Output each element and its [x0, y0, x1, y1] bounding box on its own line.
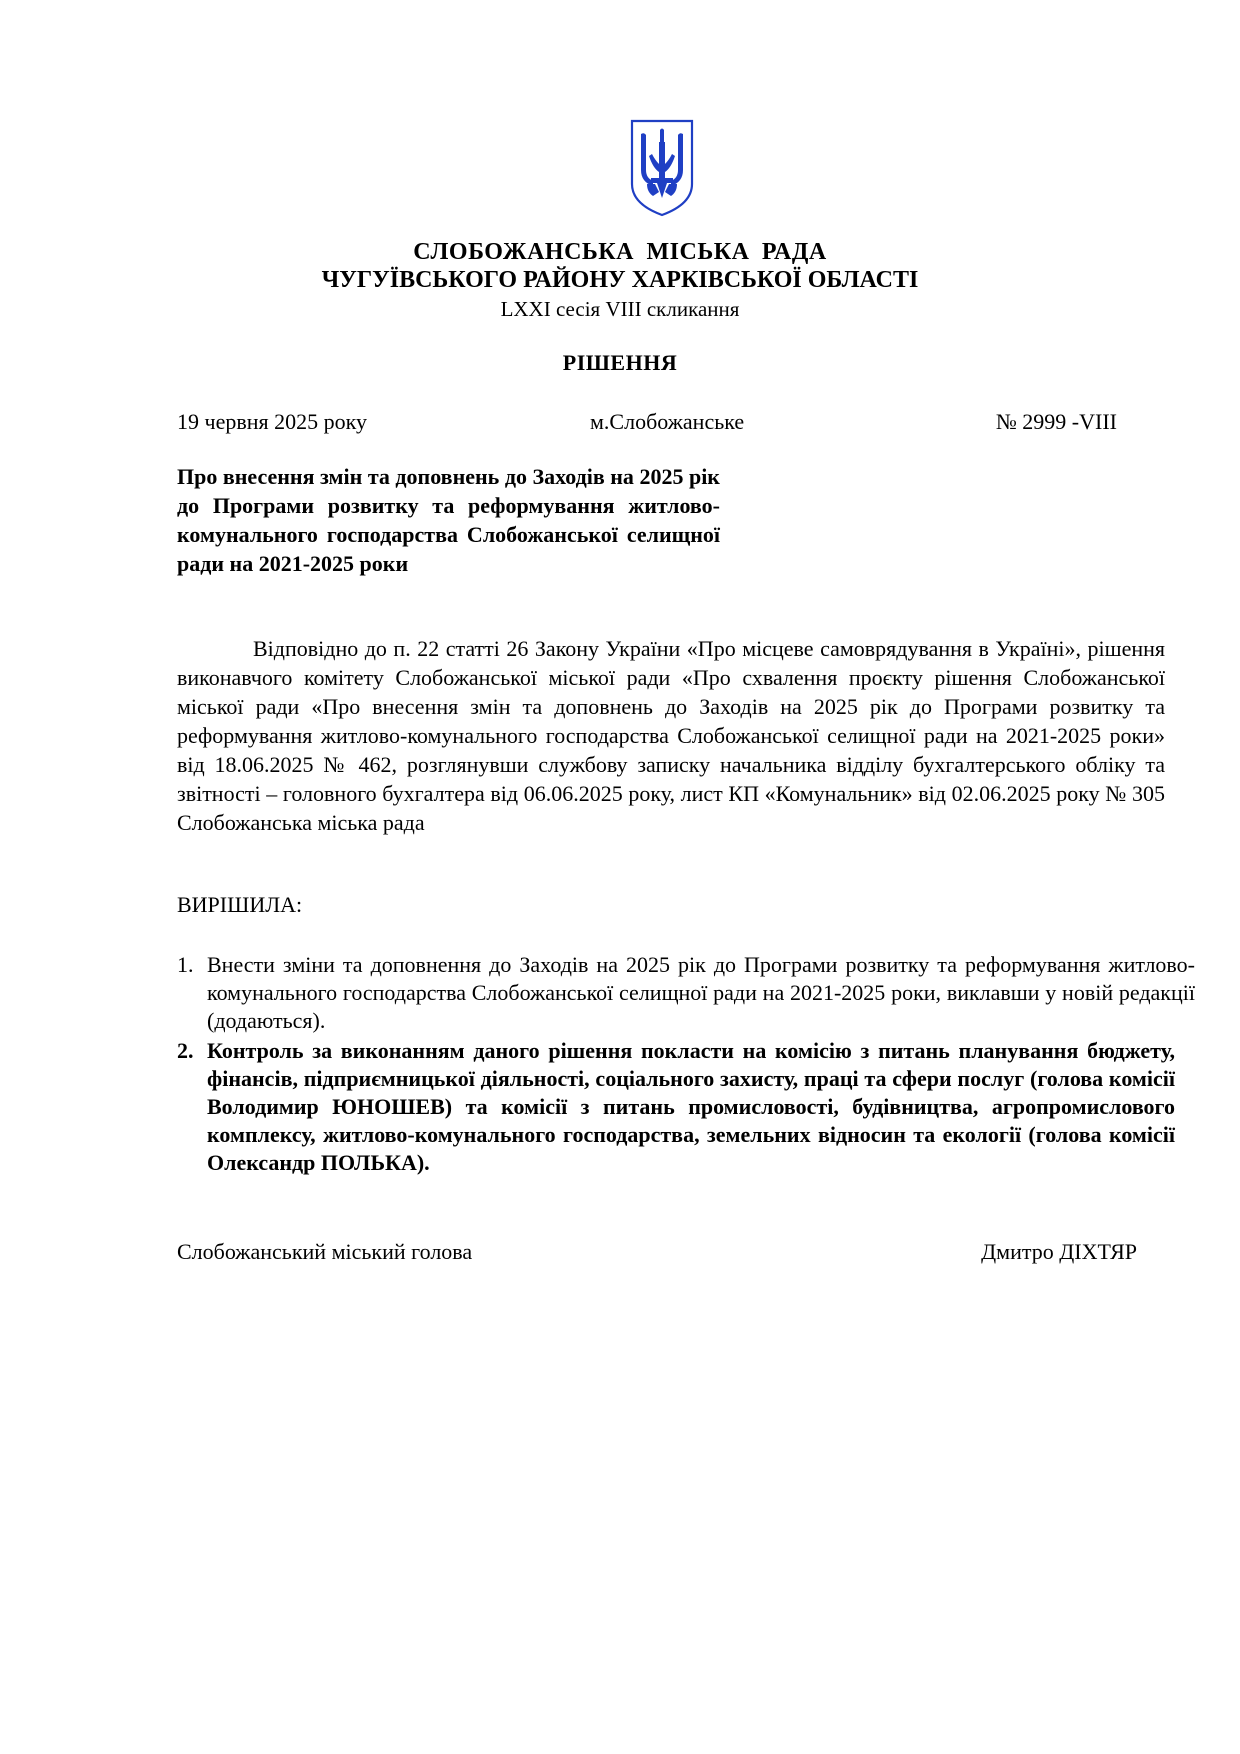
resolution-item [177, 951, 1195, 1035]
signatory-name: Дмитро ДІХТЯР [981, 1239, 1137, 1264]
item-number: 1. [177, 952, 194, 977]
council-name: СЛОБОЖАНСЬКА МІСЬКА РАДА [413, 239, 827, 265]
document-meta [177, 408, 1117, 438]
item-text: Контроль за виконанням даного рішення покласти на комісію з питань планування бюджету, фінансів, підприємницької діяльності, соціального захисту, праці та сфери послуг (голова комісії Володимир ЮНОШЕВ) та комісії з питань промисловості, будівництва, агропромислового комплексу, житлово-комунального господарства, земельних відносин та екології (голова комісії Олександр ПОЛЬКА). [207, 1038, 1175, 1175]
signatory-title: Слобожанський міський голова [177, 1239, 473, 1264]
item-number: 2. [177, 1038, 194, 1063]
document-type: РІШЕННЯ [562, 350, 678, 375]
document-place: м.Слобожанське [590, 409, 745, 434]
resolution-item [177, 1037, 1175, 1177]
document-date: 19 червня 2025 року [177, 409, 367, 434]
trident-coat-of-arms-icon [629, 118, 695, 218]
preamble-paragraph: Відповідно до п. 22 статті 26 Закону України «Про місцеве самоврядування в Україні», рішення виконавчого комітету Слобожанської міської ради «Про схвалення проєкту рішення Слобожанської міської ради «Про внесення змін та доповнень до Заходів на 2025 рік до Програми розвитку та реформування житлово-комунального господарства Слобожанської селищної ради на 2021-2025 роки» від 18.06.2025 № 462, розглянувши службову записку начальника відділу бухгалтерського обліку та звітності – головного бухгалтера від 06.06.2025 року, лист КП «Комунальник» від 02.06.2025 року № 305 Слобожанська міська рада [177, 636, 1165, 835]
session-info: LXXI сесія VIII скликання [500, 297, 740, 321]
document-number: № 2999 -VIII [995, 409, 1117, 434]
resolution-items [177, 951, 1195, 1177]
signature-block [177, 1238, 1137, 1268]
resolved-label: ВИРІШИЛА: [177, 892, 303, 917]
council-district: ЧУГУЇВСЬКОГО РАЙОНУ ХАРКІВСЬКОЇ ОБЛАСТІ [321, 267, 919, 293]
document-subject: Про внесення змін та доповнень до Заходів на 2025 рік до Програми розвитку та реформування житлово-комунального господарства Слобожанської селищної ради на 2021-2025 роки [177, 464, 720, 576]
item-text: Внести зміни та доповнення до Заходів на 2025 рік до Програми розвитку та реформування житлово-комунального господарства Слобожанської селищної ради на 2021-2025 роки, виклавши у новій редакції (додаються). [207, 952, 1195, 1033]
